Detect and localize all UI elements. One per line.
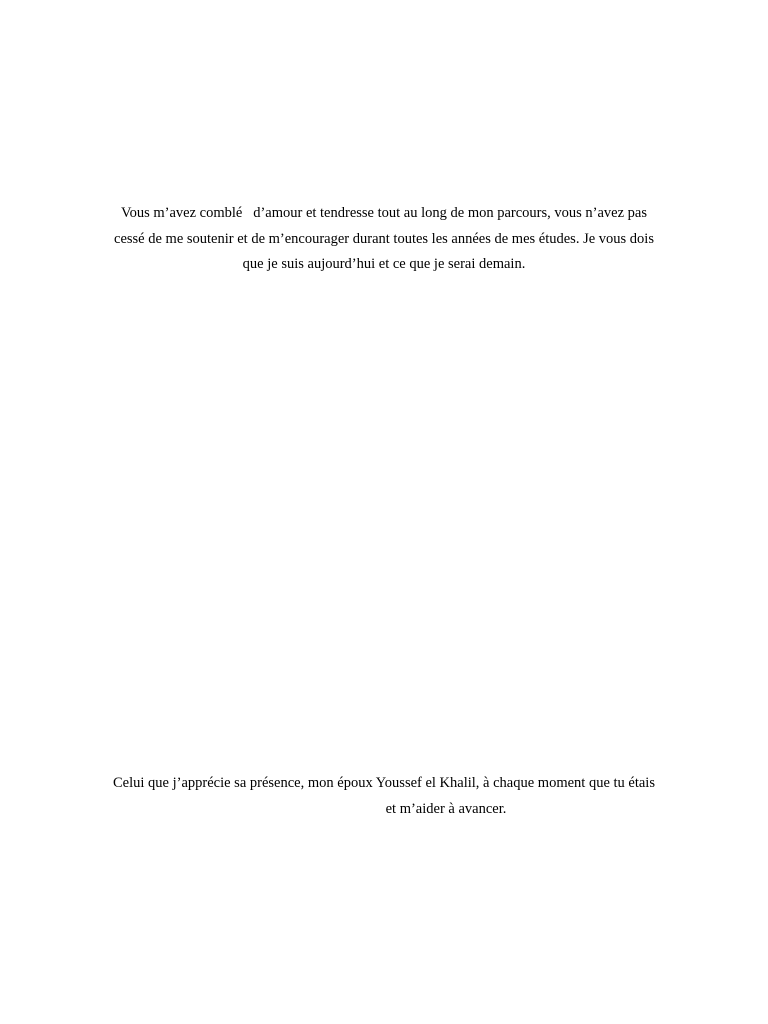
text-line: et m’aider à avancer. (385, 800, 507, 817)
text-line: Vous m’avez comblé d’amour et tendresse tout au long de mon parcours, vous n’avez pas (120, 205, 647, 221)
dedication-paragraph-parents (0, 201, 768, 278)
dedication-paragraph-spouse (0, 771, 768, 822)
text-line: Celui que j’apprécie sa présence, mon époux Youssef el Khalil, à chaque moment que tu étais (113, 775, 655, 791)
text-line: cessé de me soutenir et de m’encourager durant toutes les années de mes études. Je vous dois (114, 230, 654, 247)
text-line: que je suis aujourd’hui et ce que je serai demain. (242, 256, 526, 272)
